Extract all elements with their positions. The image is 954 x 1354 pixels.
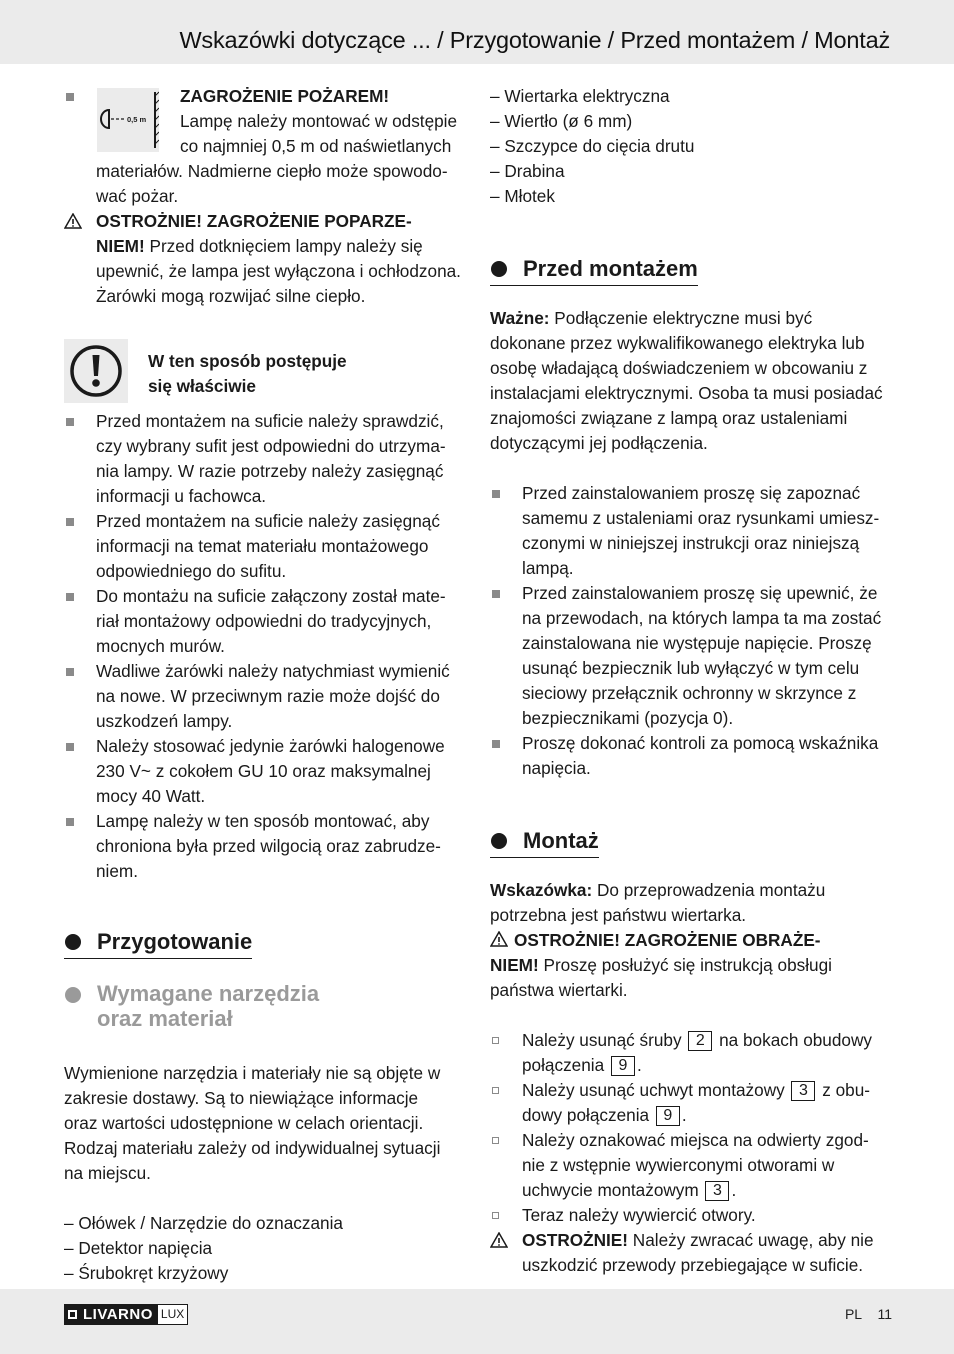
right-bullet-list	[490, 481, 892, 781]
page-title: Wskazówki dotyczące ... / Przygotowanie / Przed montażem / Montaż	[179, 27, 890, 53]
list-item: Przed zainstalowaniem proszę się zapoznać samemu z ustaleniami oraz rysunkami umiesz- czonymi w niniejszej instrukcji oraz niniejszą lampą.	[522, 483, 880, 578]
list-item: – Śrubokręt krzyżowy	[64, 1263, 229, 1283]
warning-triangle-icon	[490, 1232, 522, 1257]
part-ref: 9	[611, 1056, 635, 1076]
list-item: Przed montażem na suficie należy sprawdzić, czy wybrany sufit jest odpowiedni do utrzyma- nia lampy. W razie potrzeby należy zasięgnąć informacji u fachowca.	[96, 411, 446, 506]
section-heading-before-mounting: Przed montażem	[490, 255, 698, 286]
distance-icon	[97, 88, 159, 152]
caution-note: OSTROŻNIE! Należy zwracać uwagę, aby nie uszkodzić przewody przebiegające w suficie.	[490, 1228, 892, 1278]
fire-warning: 0,5 m ZAGROŻENIE POŻAREM! Lampę należy montować w odstępie co najmniej 0,5 m od naświetlanych materiałów. Nadmierne ciepło może spowodo- wać pożar.	[64, 84, 466, 209]
list-item: – Detektor napięcia	[64, 1238, 213, 1258]
part-ref: 9	[656, 1106, 680, 1126]
page-number: PL 11	[844, 1306, 892, 1322]
exclamation-icon	[64, 339, 128, 403]
list-item: Lampę należy w ten sposób montować, aby chroniona była przed wilgocią oraz zabrudze- niem.	[96, 811, 441, 881]
svg-text:0,5 m: 0,5 m	[127, 115, 147, 124]
injury-warning: OSTROŻNIE! ZAGROŻENIE OBRAŻE- NIEM! Proszę posłużyć się instrukcją obsługi państwa wiertarki.	[490, 930, 832, 1000]
page-header	[0, 0, 954, 64]
part-ref: 2	[688, 1031, 712, 1051]
left-column	[64, 84, 466, 1286]
section-heading-preparation: Przygotowanie	[64, 928, 252, 959]
list-item: Należy stosować jedynie żarówki halogenowe 230 V~ z cokołem GU 10 oraz maksymalnej mocy 40 Watt.	[96, 736, 445, 806]
notice-box	[64, 339, 466, 403]
left-bullet-list	[64, 409, 466, 884]
list-item: Proszę dokonać kontroli za pomocą wskaźnika napięcia.	[522, 733, 879, 778]
list-item: – Młotek	[490, 186, 555, 206]
important-paragraph: Ważne: Podłączenie elektryczne musi być dokonane przez wykwalifikowanego elektryka lub osobę władającą doświadczeniem w obcowaniu z instalacjami elektrycznymi. Osoba ta musi posiadać znajomości związane z lampą oraz ustaleniami dotyczącymi jej podłączenia.	[490, 308, 883, 453]
list-item: – Wiertarka elektryczna	[490, 86, 670, 106]
tools-intro-paragraph: Wymienione narzędzia i materiały nie są objęte w zakresie dostawy. Są to niewiążące informacje oraz wartości udostępnione w celach orientacji. Rodzaj materiału zależy od indywidualnej sytuacji na miejscu.	[64, 1063, 441, 1183]
tools-list-continued	[490, 84, 892, 209]
warning-triangle-icon	[64, 213, 96, 238]
part-ref: 3	[791, 1081, 815, 1101]
fire-warning-title: ZAGROŻENIE POŻAREM!	[180, 86, 390, 106]
part-ref: 3	[705, 1181, 729, 1201]
list-item: Należy usunąć śruby 2 na bokach obudowy połączenia 9 .	[522, 1030, 872, 1075]
subsection-heading-tools: Wymagane narzędzia oraz materiał	[64, 981, 319, 1031]
list-item: Wadliwe żarówki należy natychmiast wymienić na nowe. W przeciwnym razie może dojść do uszkodzeń lampy.	[96, 661, 450, 731]
mounting-steps	[490, 1028, 892, 1278]
burn-warning: OSTROŻNIE! ZAGROŻENIE POPARZE- NIEM! Przed dotknięciem lampy należy się upewnić, że lampa jest wyłączona i ochłodzona. Żarówki mogą rozwijać silne ciepło.	[64, 209, 466, 309]
list-item: Teraz należy wywiercić otwory.	[522, 1205, 756, 1225]
list-item: Przed montażem na suficie należy zasięgnąć informacji na temat materiału montażowego odpowiedniego do sufitu.	[96, 511, 440, 581]
list-item: – Drabina	[490, 161, 565, 181]
tools-list	[64, 1211, 466, 1286]
notice-text: W ten sposób postępuje się właściwie	[148, 351, 347, 396]
list-item: Przed zainstalowaniem proszę się upewnić, że na przewodach, na których lampa ta ma zostać zainstalowana nie występuje napięcie. Proszę usunąć bezpiecznik lub wyłączyć w tym celu sieciowy przełącznik ochronny w skrzynce z bezpiecznikami (pozycja 0).	[522, 583, 882, 728]
list-item: – Ołówek / Narzędzie do oznaczania	[64, 1213, 343, 1233]
list-item: – Wiertło (ø 6 mm)	[490, 111, 633, 131]
list-item: Należy oznakować miejsca na odwierty zgod- nie z wstępnie wywierconymi otworami w uchwycie montażowym 3 .	[522, 1130, 869, 1200]
warning-triangle-icon	[490, 929, 508, 945]
list-item: Należy usunąć uchwyt montażowy 3 z obu- dowy połączenia 9 .	[522, 1080, 871, 1125]
list-item: – Szczypce do cięcia drutu	[490, 136, 695, 156]
section-heading-mounting: Montaż	[490, 827, 599, 858]
brand-logo: LIVARNO LUX	[64, 1304, 188, 1325]
list-item: Do montażu na suficie załączony został mate- riał montażowy odpowiedni do tradycyjnych, mocnych murów.	[96, 586, 446, 656]
right-column	[490, 84, 892, 1278]
hint-paragraph: Wskazówka: Do przeprowadzenia montażu potrzebna jest państwu wiertarka.	[490, 880, 826, 925]
